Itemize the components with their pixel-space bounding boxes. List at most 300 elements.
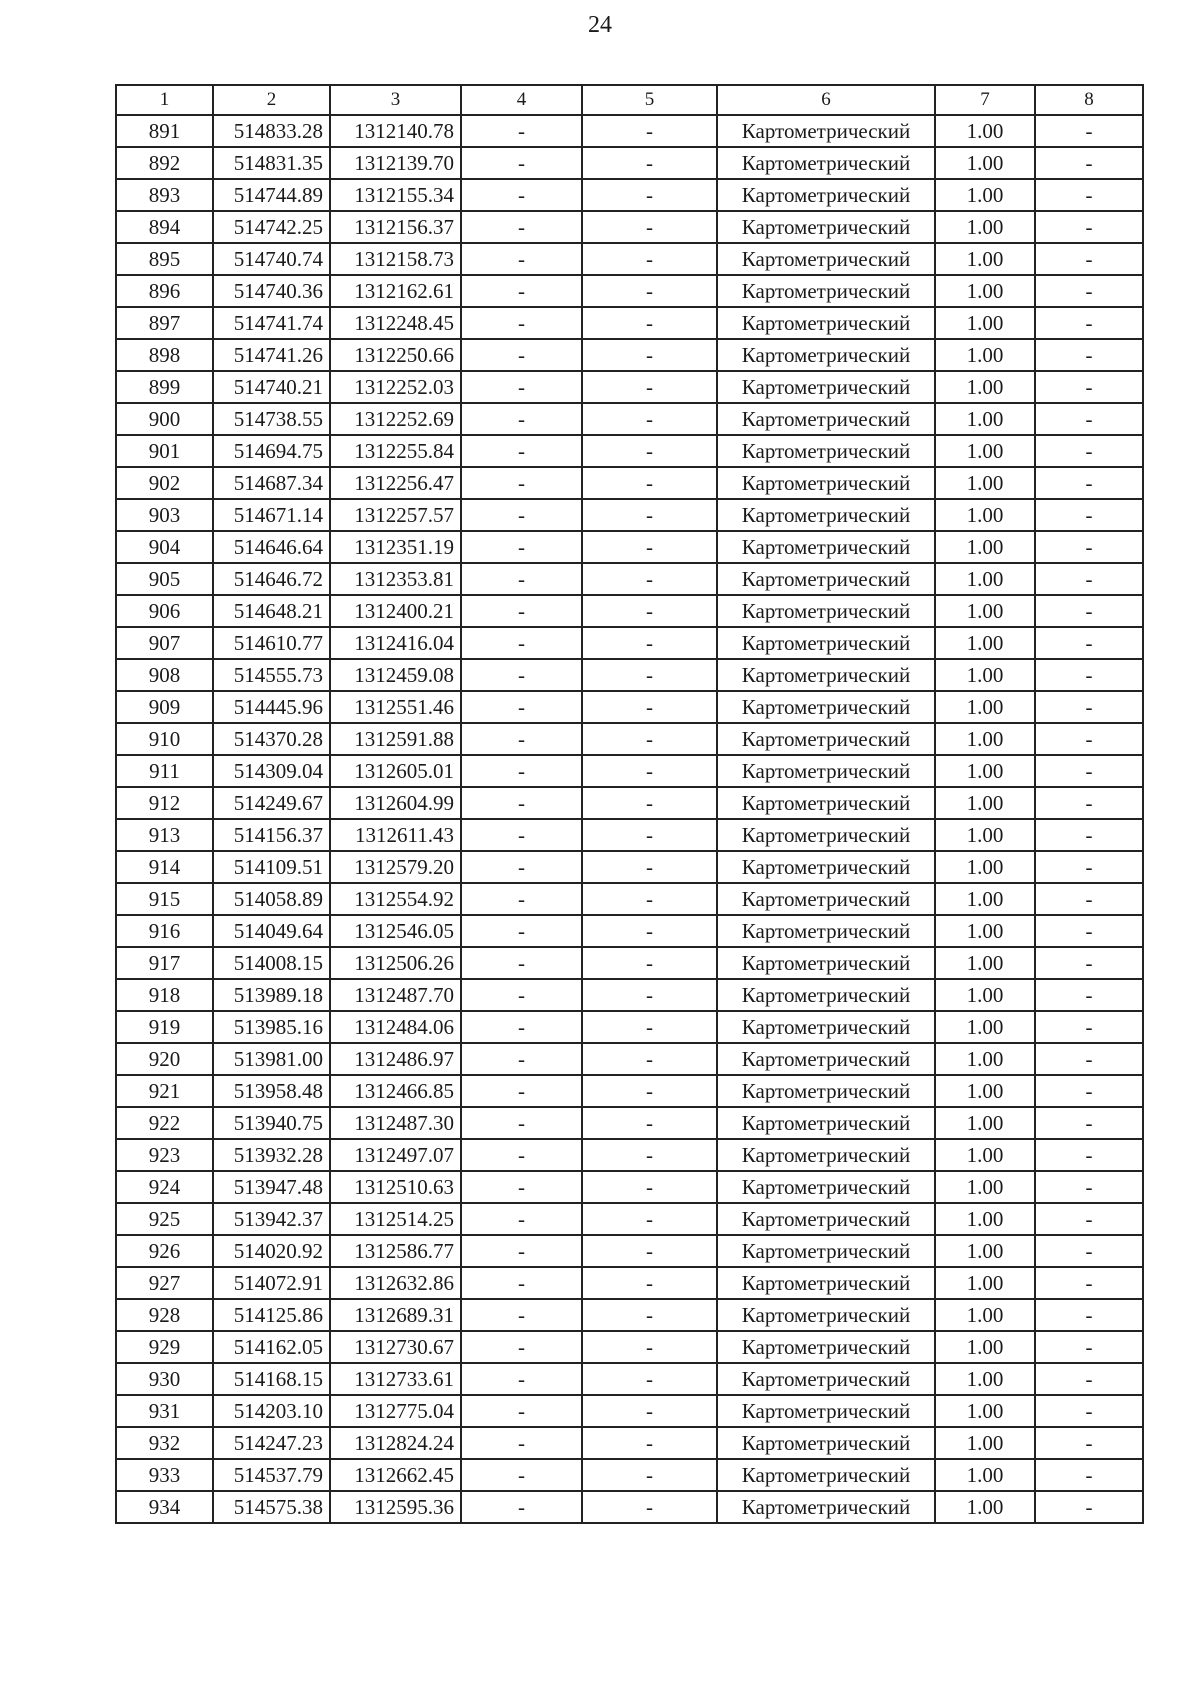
table-row (116, 819, 1143, 851)
coordinate-x-cell: 514740.74 (213, 243, 330, 275)
col-4-value-cell: - (461, 883, 582, 915)
col-8-value-cell: - (1035, 1491, 1143, 1523)
col-8-value-cell: - (1035, 723, 1143, 755)
point-number-cell: 906 (116, 595, 213, 627)
accuracy-cell: 1.00 (935, 1267, 1035, 1299)
col-5-value-cell: - (582, 147, 717, 179)
point-number-cell: 918 (116, 979, 213, 1011)
method-cell: Картометрический (717, 1203, 935, 1235)
point-number-cell: 916 (116, 915, 213, 947)
method-cell: Картометрический (717, 1107, 935, 1139)
col-5-value-cell: - (582, 1075, 717, 1107)
coordinate-x-cell: 514162.05 (213, 1331, 330, 1363)
coordinate-y-cell: 1312546.05 (330, 915, 461, 947)
col-5-value-cell: - (582, 211, 717, 243)
col-8-value-cell: - (1035, 1459, 1143, 1491)
col-8-value-cell: - (1035, 787, 1143, 819)
accuracy-cell: 1.00 (935, 915, 1035, 947)
point-number-cell: 904 (116, 531, 213, 563)
accuracy-cell: 1.00 (935, 275, 1035, 307)
accuracy-cell: 1.00 (935, 1107, 1035, 1139)
coordinate-y-cell: 1312252.03 (330, 371, 461, 403)
point-number-cell: 902 (116, 467, 213, 499)
method-cell: Картометрический (717, 723, 935, 755)
col-4-value-cell: - (461, 1459, 582, 1491)
table-row (116, 147, 1143, 179)
method-cell: Картометрический (717, 1139, 935, 1171)
method-cell: Картометрический (717, 403, 935, 435)
accuracy-cell: 1.00 (935, 787, 1035, 819)
accuracy-cell: 1.00 (935, 947, 1035, 979)
point-number-cell: 919 (116, 1011, 213, 1043)
point-number-cell: 894 (116, 211, 213, 243)
coordinate-x-cell: 514740.36 (213, 275, 330, 307)
point-number-cell: 931 (116, 1395, 213, 1427)
point-number-cell: 912 (116, 787, 213, 819)
column-header-2: 2 (213, 85, 330, 115)
coordinate-x-cell: 513942.37 (213, 1203, 330, 1235)
table-row (116, 243, 1143, 275)
table-row (116, 691, 1143, 723)
col-8-value-cell: - (1035, 915, 1143, 947)
coordinate-y-cell: 1312256.47 (330, 467, 461, 499)
col-5-value-cell: - (582, 307, 717, 339)
col-5-value-cell: - (582, 659, 717, 691)
accuracy-cell: 1.00 (935, 723, 1035, 755)
table-row (116, 787, 1143, 819)
coordinate-y-cell: 1312158.73 (330, 243, 461, 275)
col-8-value-cell: - (1035, 403, 1143, 435)
col-5-value-cell: - (582, 1491, 717, 1523)
column-header-4: 4 (461, 85, 582, 115)
coordinate-y-cell: 1312248.45 (330, 307, 461, 339)
point-number-cell: 905 (116, 563, 213, 595)
col-4-value-cell: - (461, 1203, 582, 1235)
table-row (116, 979, 1143, 1011)
coordinate-x-cell: 514008.15 (213, 947, 330, 979)
col-4-value-cell: - (461, 1491, 582, 1523)
col-8-value-cell: - (1035, 1299, 1143, 1331)
coordinate-x-cell: 513985.16 (213, 1011, 330, 1043)
accuracy-cell: 1.00 (935, 179, 1035, 211)
point-number-cell: 924 (116, 1171, 213, 1203)
table-row (116, 435, 1143, 467)
accuracy-cell: 1.00 (935, 1363, 1035, 1395)
point-number-cell: 933 (116, 1459, 213, 1491)
col-4-value-cell: - (461, 1299, 582, 1331)
table-row (116, 1171, 1143, 1203)
table-row (116, 531, 1143, 563)
accuracy-cell: 1.00 (935, 307, 1035, 339)
coordinate-x-cell: 514646.64 (213, 531, 330, 563)
point-number-cell: 930 (116, 1363, 213, 1395)
accuracy-cell: 1.00 (935, 339, 1035, 371)
accuracy-cell: 1.00 (935, 563, 1035, 595)
col-5-value-cell: - (582, 371, 717, 403)
method-cell: Картометрический (717, 819, 935, 851)
header-row (116, 85, 1143, 115)
point-number-cell: 892 (116, 147, 213, 179)
accuracy-cell: 1.00 (935, 1203, 1035, 1235)
accuracy-cell: 1.00 (935, 1011, 1035, 1043)
point-number-cell: 899 (116, 371, 213, 403)
method-cell: Картометрический (717, 1011, 935, 1043)
coordinate-y-cell: 1312486.97 (330, 1043, 461, 1075)
coordinate-y-cell: 1312155.34 (330, 179, 461, 211)
coordinate-y-cell: 1312351.19 (330, 531, 461, 563)
table-row (116, 1267, 1143, 1299)
coordinate-y-cell: 1312611.43 (330, 819, 461, 851)
coordinate-y-cell: 1312139.70 (330, 147, 461, 179)
col-4-value-cell: - (461, 403, 582, 435)
col-8-value-cell: - (1035, 147, 1143, 179)
col-4-value-cell: - (461, 1171, 582, 1203)
coordinate-x-cell: 513947.48 (213, 1171, 330, 1203)
coordinate-y-cell: 1312459.08 (330, 659, 461, 691)
col-4-value-cell: - (461, 307, 582, 339)
accuracy-cell: 1.00 (935, 1171, 1035, 1203)
coordinate-x-cell: 514575.38 (213, 1491, 330, 1523)
accuracy-cell: 1.00 (935, 1331, 1035, 1363)
method-cell: Картометрический (717, 243, 935, 275)
coordinates-table (115, 84, 1144, 1524)
page-number: 24 (588, 12, 612, 38)
col-4-value-cell: - (461, 531, 582, 563)
coordinate-y-cell: 1312162.61 (330, 275, 461, 307)
col-8-value-cell: - (1035, 1203, 1143, 1235)
method-cell: Картометрический (717, 1267, 935, 1299)
col-5-value-cell: - (582, 1459, 717, 1491)
point-number-cell: 927 (116, 1267, 213, 1299)
col-4-value-cell: - (461, 371, 582, 403)
col-8-value-cell: - (1035, 211, 1143, 243)
col-5-value-cell: - (582, 883, 717, 915)
method-cell: Картометрический (717, 979, 935, 1011)
method-cell: Картометрический (717, 1491, 935, 1523)
accuracy-cell: 1.00 (935, 147, 1035, 179)
col-5-value-cell: - (582, 1363, 717, 1395)
coordinate-y-cell: 1312591.88 (330, 723, 461, 755)
coordinate-x-cell: 514831.35 (213, 147, 330, 179)
col-8-value-cell: - (1035, 531, 1143, 563)
coordinate-y-cell: 1312255.84 (330, 435, 461, 467)
col-5-value-cell: - (582, 947, 717, 979)
col-5-value-cell: - (582, 1139, 717, 1171)
col-8-value-cell: - (1035, 1427, 1143, 1459)
col-4-value-cell: - (461, 1043, 582, 1075)
coordinate-y-cell: 1312257.57 (330, 499, 461, 531)
coordinate-x-cell: 514049.64 (213, 915, 330, 947)
coordinate-x-cell: 514537.79 (213, 1459, 330, 1491)
col-4-value-cell: - (461, 211, 582, 243)
col-5-value-cell: - (582, 1427, 717, 1459)
method-cell: Картометрический (717, 595, 935, 627)
accuracy-cell: 1.00 (935, 1043, 1035, 1075)
col-8-value-cell: - (1035, 1235, 1143, 1267)
table-row (116, 627, 1143, 659)
table-row (116, 659, 1143, 691)
accuracy-cell: 1.00 (935, 1235, 1035, 1267)
table-row (116, 1139, 1143, 1171)
col-8-value-cell: - (1035, 435, 1143, 467)
point-number-cell: 920 (116, 1043, 213, 1075)
coordinate-x-cell: 514833.28 (213, 115, 330, 147)
table-row (116, 595, 1143, 627)
accuracy-cell: 1.00 (935, 755, 1035, 787)
col-4-value-cell: - (461, 659, 582, 691)
accuracy-cell: 1.00 (935, 659, 1035, 691)
col-5-value-cell: - (582, 1043, 717, 1075)
accuracy-cell: 1.00 (935, 243, 1035, 275)
col-8-value-cell: - (1035, 1267, 1143, 1299)
col-8-value-cell: - (1035, 851, 1143, 883)
col-4-value-cell: - (461, 1363, 582, 1395)
accuracy-cell: 1.00 (935, 1395, 1035, 1427)
col-4-value-cell: - (461, 691, 582, 723)
col-5-value-cell: - (582, 723, 717, 755)
coordinate-y-cell: 1312353.81 (330, 563, 461, 595)
method-cell: Картометрический (717, 531, 935, 563)
coordinate-x-cell: 514445.96 (213, 691, 330, 723)
accuracy-cell: 1.00 (935, 1491, 1035, 1523)
coordinate-y-cell: 1312487.70 (330, 979, 461, 1011)
method-cell: Картометрический (717, 787, 935, 819)
coordinate-x-cell: 514249.67 (213, 787, 330, 819)
col-5-value-cell: - (582, 1235, 717, 1267)
coordinate-y-cell: 1312579.20 (330, 851, 461, 883)
col-4-value-cell: - (461, 115, 582, 147)
column-header-8: 8 (1035, 85, 1143, 115)
table-row (116, 755, 1143, 787)
method-cell: Картометрический (717, 179, 935, 211)
col-5-value-cell: - (582, 275, 717, 307)
coordinate-x-cell: 514109.51 (213, 851, 330, 883)
col-4-value-cell: - (461, 1395, 582, 1427)
method-cell: Картометрический (717, 883, 935, 915)
method-cell: Картометрический (717, 1395, 935, 1427)
col-5-value-cell: - (582, 1107, 717, 1139)
table-row (116, 1107, 1143, 1139)
col-8-value-cell: - (1035, 755, 1143, 787)
coordinate-y-cell: 1312595.36 (330, 1491, 461, 1523)
coordinate-x-cell: 514020.92 (213, 1235, 330, 1267)
col-5-value-cell: - (582, 1203, 717, 1235)
method-cell: Картометрический (717, 115, 935, 147)
coordinate-y-cell: 1312484.06 (330, 1011, 461, 1043)
coordinate-x-cell: 513958.48 (213, 1075, 330, 1107)
coordinate-y-cell: 1312662.45 (330, 1459, 461, 1491)
col-5-value-cell: - (582, 915, 717, 947)
point-number-cell: 896 (116, 275, 213, 307)
accuracy-cell: 1.00 (935, 595, 1035, 627)
method-cell: Картометрический (717, 1075, 935, 1107)
accuracy-cell: 1.00 (935, 819, 1035, 851)
coordinate-x-cell: 514203.10 (213, 1395, 330, 1427)
table-row (116, 403, 1143, 435)
col-4-value-cell: - (461, 1139, 582, 1171)
table-row (116, 467, 1143, 499)
col-4-value-cell: - (461, 179, 582, 211)
method-cell: Картометрический (717, 1363, 935, 1395)
coordinate-y-cell: 1312416.04 (330, 627, 461, 659)
method-cell: Картометрический (717, 1171, 935, 1203)
coordinate-x-cell: 514740.21 (213, 371, 330, 403)
coordinate-y-cell: 1312514.25 (330, 1203, 461, 1235)
accuracy-cell: 1.00 (935, 1299, 1035, 1331)
table-row (116, 1299, 1143, 1331)
col-5-value-cell: - (582, 1299, 717, 1331)
col-5-value-cell: - (582, 1011, 717, 1043)
coordinate-x-cell: 513940.75 (213, 1107, 330, 1139)
method-cell: Картометрический (717, 339, 935, 371)
col-5-value-cell: - (582, 787, 717, 819)
method-cell: Картометрический (717, 851, 935, 883)
col-4-value-cell: - (461, 1331, 582, 1363)
point-number-cell: 898 (116, 339, 213, 371)
col-5-value-cell: - (582, 595, 717, 627)
point-number-cell: 917 (116, 947, 213, 979)
col-4-value-cell: - (461, 563, 582, 595)
coordinate-x-cell: 514555.73 (213, 659, 330, 691)
point-number-cell: 926 (116, 1235, 213, 1267)
point-number-cell: 908 (116, 659, 213, 691)
coordinate-x-cell: 514156.37 (213, 819, 330, 851)
col-5-value-cell: - (582, 1267, 717, 1299)
coordinate-y-cell: 1312733.61 (330, 1363, 461, 1395)
point-number-cell: 891 (116, 115, 213, 147)
col-4-value-cell: - (461, 723, 582, 755)
method-cell: Картометрический (717, 275, 935, 307)
col-4-value-cell: - (461, 819, 582, 851)
point-number-cell: 925 (116, 1203, 213, 1235)
table-row (116, 1011, 1143, 1043)
coordinate-x-cell: 513981.00 (213, 1043, 330, 1075)
coordinate-x-cell: 514742.25 (213, 211, 330, 243)
table-row (116, 499, 1143, 531)
col-8-value-cell: - (1035, 1075, 1143, 1107)
coordinate-y-cell: 1312510.63 (330, 1171, 461, 1203)
point-number-cell: 907 (116, 627, 213, 659)
col-5-value-cell: - (582, 115, 717, 147)
table-row (116, 1427, 1143, 1459)
accuracy-cell: 1.00 (935, 211, 1035, 243)
method-cell: Картометрический (717, 1427, 935, 1459)
accuracy-cell: 1.00 (935, 371, 1035, 403)
col-8-value-cell: - (1035, 1139, 1143, 1171)
col-8-value-cell: - (1035, 1363, 1143, 1395)
table-row (116, 179, 1143, 211)
col-4-value-cell: - (461, 755, 582, 787)
method-cell: Картометрический (717, 915, 935, 947)
col-4-value-cell: - (461, 787, 582, 819)
method-cell: Картометрический (717, 1459, 935, 1491)
col-4-value-cell: - (461, 627, 582, 659)
col-8-value-cell: - (1035, 1331, 1143, 1363)
method-cell: Картометрический (717, 1331, 935, 1363)
col-5-value-cell: - (582, 819, 717, 851)
accuracy-cell: 1.00 (935, 115, 1035, 147)
table-row (116, 563, 1143, 595)
table-row (116, 1459, 1143, 1491)
col-4-value-cell: - (461, 1267, 582, 1299)
table-header (116, 85, 1143, 115)
method-cell: Картометрический (717, 1235, 935, 1267)
coordinate-y-cell: 1312605.01 (330, 755, 461, 787)
col-5-value-cell: - (582, 1171, 717, 1203)
point-number-cell: 893 (116, 179, 213, 211)
point-number-cell: 910 (116, 723, 213, 755)
method-cell: Картометрический (717, 627, 935, 659)
table-row (116, 723, 1143, 755)
coordinate-y-cell: 1312775.04 (330, 1395, 461, 1427)
col-4-value-cell: - (461, 979, 582, 1011)
point-number-cell: 901 (116, 435, 213, 467)
col-5-value-cell: - (582, 243, 717, 275)
accuracy-cell: 1.00 (935, 1075, 1035, 1107)
accuracy-cell: 1.00 (935, 979, 1035, 1011)
table-row (116, 915, 1143, 947)
accuracy-cell: 1.00 (935, 883, 1035, 915)
point-number-cell: 915 (116, 883, 213, 915)
point-number-cell: 932 (116, 1427, 213, 1459)
coordinate-y-cell: 1312689.31 (330, 1299, 461, 1331)
col-5-value-cell: - (582, 179, 717, 211)
coordinate-y-cell: 1312400.21 (330, 595, 461, 627)
col-4-value-cell: - (461, 1427, 582, 1459)
point-number-cell: 923 (116, 1139, 213, 1171)
coordinate-y-cell: 1312252.69 (330, 403, 461, 435)
accuracy-cell: 1.00 (935, 1427, 1035, 1459)
coordinate-y-cell: 1312551.46 (330, 691, 461, 723)
col-5-value-cell: - (582, 1331, 717, 1363)
coordinate-y-cell: 1312632.86 (330, 1267, 461, 1299)
col-8-value-cell: - (1035, 659, 1143, 691)
col-8-value-cell: - (1035, 339, 1143, 371)
col-4-value-cell: - (461, 435, 582, 467)
coordinate-y-cell: 1312604.99 (330, 787, 461, 819)
coordinate-x-cell: 514671.14 (213, 499, 330, 531)
col-5-value-cell: - (582, 403, 717, 435)
table-row (116, 1331, 1143, 1363)
point-number-cell: 897 (116, 307, 213, 339)
accuracy-cell: 1.00 (935, 1139, 1035, 1171)
method-cell: Картометрический (717, 563, 935, 595)
table-body (116, 115, 1143, 1523)
method-cell: Картометрический (717, 371, 935, 403)
method-cell: Картометрический (717, 659, 935, 691)
col-8-value-cell: - (1035, 371, 1143, 403)
point-number-cell: 921 (116, 1075, 213, 1107)
column-header-7: 7 (935, 85, 1035, 115)
table-row (116, 307, 1143, 339)
coordinate-x-cell: 514072.91 (213, 1267, 330, 1299)
coordinate-x-cell: 514741.26 (213, 339, 330, 371)
col-5-value-cell: - (582, 531, 717, 563)
col-5-value-cell: - (582, 1395, 717, 1427)
coordinate-x-cell: 514125.86 (213, 1299, 330, 1331)
col-4-value-cell: - (461, 467, 582, 499)
col-5-value-cell: - (582, 851, 717, 883)
accuracy-cell: 1.00 (935, 1459, 1035, 1491)
table-row (116, 1491, 1143, 1523)
point-number-cell: 929 (116, 1331, 213, 1363)
col-8-value-cell: - (1035, 691, 1143, 723)
coordinate-y-cell: 1312506.26 (330, 947, 461, 979)
accuracy-cell: 1.00 (935, 851, 1035, 883)
point-number-cell: 909 (116, 691, 213, 723)
method-cell: Картометрический (717, 467, 935, 499)
col-8-value-cell: - (1035, 179, 1143, 211)
